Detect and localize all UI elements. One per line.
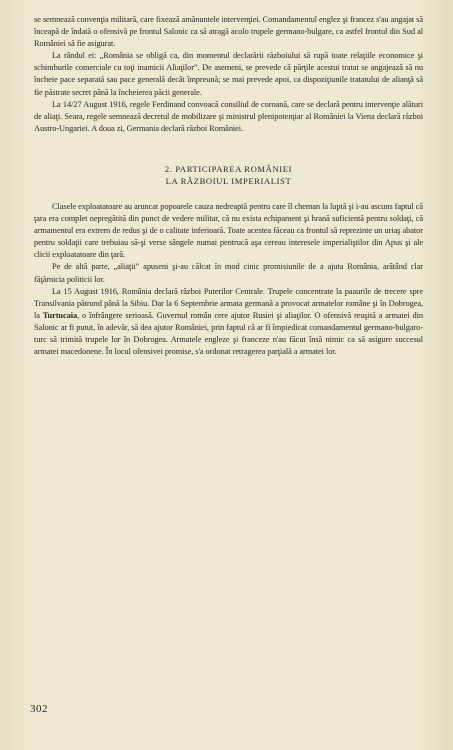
section-heading-line-2: LA RĂZBOIUL IMPERIALIST — [165, 175, 292, 186]
section-heading-line-1: 2. PARTICIPAREA ROMÂNIEI — [164, 163, 293, 174]
paragraph-war-text-1: La 15 August 1916, România declară război Puterilor Centrale. Trupele concentrate la paaurile de trecere spre Transilvania pătrund până la Sibiu. Dar la 6 Septembrie armata germană a provocat armatelor române şi în Dobrogea, la — [34, 286, 423, 320]
paragraph-allies-promises: Pe de altă parte, „aliaţii” apuseni şi-au călcat în mod cinic promisiunile de a ajuta România, arătând clar făţărnicia politicii lor. — [34, 262, 423, 284]
paragraph-war-declaration — [34, 286, 423, 359]
paragraph-alliance-obligations: La rândul ei: „România se obligă ca, din momentul declarării războiului să rupă toate relaţiile economice şi schimburile comerciale cu toţi inamicii Aliaţilor”. De asemeni, se prevede că părţile acestui tratat se angajează să nu încheie pace separată sau pace generală decât împreună; se mai prevede apoi, ca dispoziţiunile tratatului de alianţă să fie păstrate secret până la încheierea păcii generale. — [34, 51, 423, 97]
page-number: 302 — [30, 703, 48, 715]
intro-paragraph: se semnează convenţia militară, care fixează amănuntele intervenţiei. Comandamentul englez şi francez s'au angajat să înceapă de îndată o ofensivă pe frontul Salonic ca să atragă acolo trupele germano-bulgare, ca astfel frontul din Sud al României să fie asigurat. — [34, 15, 423, 49]
section-heading — [34, 163, 423, 187]
place-name-turtucaia: Turtucaia — [42, 310, 78, 320]
paragraph-war-text-2: , o înfrângere serioasă. Guvernul român cere ajutor Rusiei şi aliaţilor. O ofensivă reuşită a armatei din Salonic ar fi putut, în adevăr, să dea ajutor României, prin faptul că ar fi împiedicat comandamentul germano-bulgaro-turc să trimită trupele lor în Dobrogea. Armatele engleze şi franceze n'au făcut însă nimic ca să asigure succesul armatei macedonene. În locul ofensivei promise, s'a ordonat retragerea parţială a armatei lor. — [34, 310, 423, 357]
paragraph-exploiting-classes: Clasele exploatatoare au aruncat popoarele cauza nedreaptă pentru care îl cheman la luptă şi i-au ascuns faptul că ţara era complet nepregătită din punct de vedere militar, că nu exista echipament şi hrană suficientă pentru soldaţi, că armamentul era extrem de redus şi de o calitate inferioară. Toate acestea făceau ca frontul să reprezinte un uriaş abator pentru soldaţii care trebuiau să-şi verse sângele numai pentrucă aşa cereau interesele imperialiştilor din Apus şi ale clicii exploatatoare din ţară. — [34, 201, 423, 260]
paragraph-crown-council: La 14/27 August 1916, regele Ferdinand convoacă consiliul de coroană, care se declară pentru intervenţie alături de aliaţi. Seara, regele semnează decretul de mobilizare şi ministrul plenipotenţiar al României la Viena declară război Austro-Ungariei. A doua zi, Germania declară război României. — [34, 99, 423, 133]
